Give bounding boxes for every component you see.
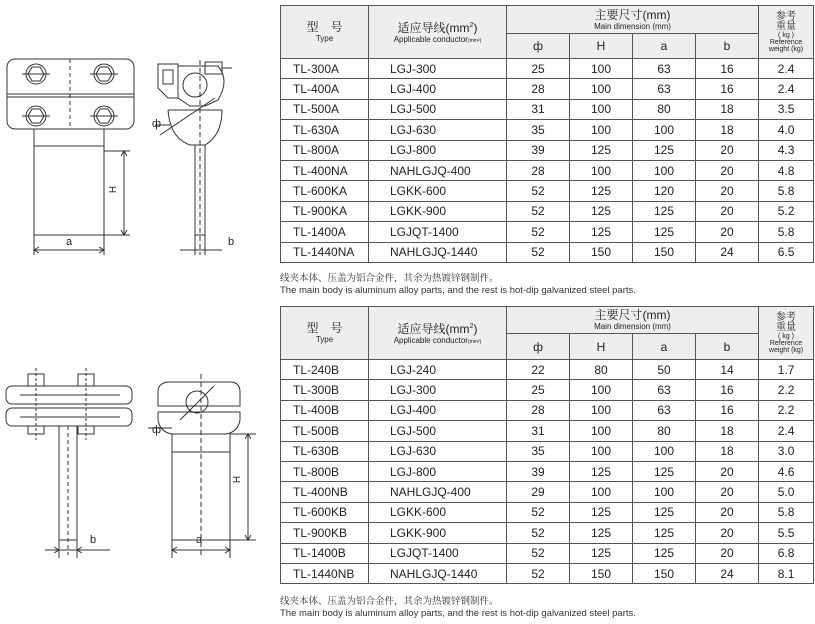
header-b: b: [696, 334, 759, 360]
header-phi: ф: [507, 34, 570, 59]
cell-weight: 2.4: [759, 59, 814, 79]
cell-conductor: LGKK-600: [369, 181, 507, 201]
cell-phi: 25: [507, 59, 570, 79]
note-b: [280, 596, 636, 620]
cell-conductor: LGKK-900: [369, 201, 507, 221]
table-row: [281, 181, 814, 201]
cell-a: 150: [633, 563, 696, 583]
spec-table-b: [280, 306, 814, 584]
header-conductor: 适应导线$(mm^2)$ Applicable conductor(mm²): [369, 307, 507, 360]
cell-phi: 52: [507, 242, 570, 262]
cell-type: TL-600KA: [281, 181, 369, 201]
cell-weight: 6.8: [759, 543, 814, 563]
cell-weight: 2.4: [759, 421, 814, 441]
cell-weight: 6.5: [759, 242, 814, 262]
cell-phi: 35: [507, 120, 570, 140]
cell-conductor: LGJ-300: [369, 59, 507, 79]
cell-type: TL-400NA: [281, 160, 369, 180]
cell-conductor: LGKK-900: [369, 523, 507, 543]
table-row: [281, 441, 814, 461]
header-b: b: [696, 34, 759, 59]
cell-weight: 4.3: [759, 140, 814, 160]
table-b-body: [281, 360, 814, 584]
table-a-body: [281, 59, 814, 263]
cell-conductor: NAHLGJQ-400: [369, 160, 507, 180]
cell-a: 125: [633, 140, 696, 160]
cell-phi: 28: [507, 79, 570, 99]
cell-h: 125: [570, 543, 633, 563]
cell-h: 100: [570, 79, 633, 99]
cell-conductor: LGJ-500: [369, 421, 507, 441]
cell-phi: 29: [507, 482, 570, 502]
header-type: 型 号 Type: [281, 6, 369, 59]
header-h: H: [570, 34, 633, 59]
cell-a: 125: [633, 543, 696, 563]
cell-conductor: LGJ-400: [369, 79, 507, 99]
cell-type: TL-1440NA: [281, 242, 369, 262]
note-b-en: The main body is aluminum alloy parts, and the rest is hot-dip galvanized steel parts.: [280, 608, 636, 619]
cell-type: TL-500B: [281, 421, 369, 441]
note-a-en: The main body is aluminum alloy parts, and the rest is hot-dip galvanized steel parts.: [280, 285, 636, 296]
table-row: [281, 242, 814, 262]
cell-b: 16: [696, 400, 759, 420]
note-a-cn: 线夹本体、压盖为铝合金件，其余为热镀锌钢制件。: [280, 273, 499, 284]
cell-a: 80: [633, 421, 696, 441]
cell-phi: 25: [507, 380, 570, 400]
cell-type: TL-1400B: [281, 543, 369, 563]
cell-conductor: LGJ-800: [369, 140, 507, 160]
header-phi: ф: [507, 334, 570, 360]
cell-b: 20: [696, 140, 759, 160]
cell-b: 18: [696, 441, 759, 461]
cell-weight: 5.8: [759, 502, 814, 522]
cell-type: TL-300A: [281, 59, 369, 79]
cell-a: 120: [633, 181, 696, 201]
cell-conductor: NAHLGJQ-1440: [369, 242, 507, 262]
spec-table-a: [280, 5, 814, 263]
cell-b: 20: [696, 160, 759, 180]
cell-phi: 28: [507, 160, 570, 180]
cell-phi: 52: [507, 563, 570, 583]
cell-phi: 31: [507, 421, 570, 441]
table-row: [281, 201, 814, 221]
cell-type: TL-1400A: [281, 222, 369, 242]
cell-b: 18: [696, 120, 759, 140]
cell-h: 100: [570, 380, 633, 400]
table-row: [281, 79, 814, 99]
cell-h: 150: [570, 242, 633, 262]
table-row: [281, 543, 814, 563]
drawing-a-h-label: H: [108, 185, 120, 194]
table-row: [281, 360, 814, 380]
cell-type: TL-500A: [281, 99, 369, 119]
drawing-type-a: [0, 40, 278, 270]
table-row: [281, 563, 814, 583]
cell-conductor: LGJQT-1400: [369, 222, 507, 242]
cell-type: TL-300B: [281, 380, 369, 400]
cell-weight: 4.0: [759, 120, 814, 140]
cell-h: 100: [570, 99, 633, 119]
cell-b: 20: [696, 201, 759, 221]
header-conductor: 适应导线$(mm^2)$ Applicable conductor(mm²): [369, 6, 507, 59]
cell-a: 63: [633, 380, 696, 400]
table-row: [281, 461, 814, 481]
table-row: [281, 400, 814, 420]
drawing-a-a-label: a: [66, 236, 73, 248]
cell-conductor: LGJ-800: [369, 461, 507, 481]
cell-type: TL-400NB: [281, 482, 369, 502]
cell-a: 100: [633, 160, 696, 180]
cell-type: TL-900KA: [281, 201, 369, 221]
cell-b: 18: [696, 99, 759, 119]
cell-a: 125: [633, 523, 696, 543]
cell-phi: 39: [507, 140, 570, 160]
table-row: [281, 523, 814, 543]
cell-b: 20: [696, 181, 759, 201]
cell-a: 63: [633, 59, 696, 79]
cell-weight: 5.8: [759, 181, 814, 201]
cell-conductor: LGKK-600: [369, 502, 507, 522]
cell-weight: 5.0: [759, 482, 814, 502]
cell-a: 50: [633, 360, 696, 380]
cell-weight: 3.5: [759, 99, 814, 119]
cell-h: 100: [570, 400, 633, 420]
header-a: a: [633, 34, 696, 59]
cell-type: TL-800B: [281, 461, 369, 481]
cell-b: 20: [696, 461, 759, 481]
cell-weight: 5.8: [759, 222, 814, 242]
cell-weight: 1.7: [759, 360, 814, 380]
table-row: [281, 99, 814, 119]
cell-type: TL-800A: [281, 140, 369, 160]
cell-a: 63: [633, 79, 696, 99]
cell-weight: 2.4: [759, 79, 814, 99]
table-row: [281, 140, 814, 160]
cell-phi: 39: [507, 461, 570, 481]
cell-phi: 52: [507, 201, 570, 221]
cell-b: 20: [696, 482, 759, 502]
cell-type: TL-400B: [281, 400, 369, 420]
cell-a: 100: [633, 120, 696, 140]
header-h: H: [570, 334, 633, 360]
cell-h: 125: [570, 140, 633, 160]
table-row: [281, 380, 814, 400]
cell-phi: 52: [507, 222, 570, 242]
table-row: [281, 502, 814, 522]
cell-phi: 28: [507, 400, 570, 420]
cell-h: 100: [570, 59, 633, 79]
cell-weight: 5.2: [759, 201, 814, 221]
cell-b: 20: [696, 222, 759, 242]
cell-conductor: NAHLGJQ-1440: [369, 563, 507, 583]
drawing-b-h-label: H: [232, 475, 244, 484]
cell-h: 125: [570, 201, 633, 221]
header-weight: 参考 重量 ( kg ) Reference weight (kg): [759, 6, 814, 59]
drawing-a-phi-label: ф: [152, 118, 162, 130]
header-main-dimension: 主要尺寸(mm) Main dimension (mm): [507, 6, 759, 34]
cell-a: 125: [633, 222, 696, 242]
cell-type: TL-400A: [281, 79, 369, 99]
cell-phi: 52: [507, 523, 570, 543]
cell-weight: 2.2: [759, 380, 814, 400]
cell-weight: 2.2: [759, 400, 814, 420]
cell-b: 24: [696, 563, 759, 583]
cell-conductor: LGJ-400: [369, 400, 507, 420]
cell-a: 63: [633, 400, 696, 420]
cell-conductor: LGJ-500: [369, 99, 507, 119]
drawing-b-a-label: a: [196, 534, 203, 546]
cell-a: 100: [633, 482, 696, 502]
cell-a: 80: [633, 99, 696, 119]
header-weight: 参考 重量 ( kg ) Reference weight (kg): [759, 307, 814, 360]
cell-type: TL-1440NB: [281, 563, 369, 583]
cell-phi: 22: [507, 360, 570, 380]
cell-h: 100: [570, 421, 633, 441]
note-b-cn: 线夹本体、压盖为铝合金件，其余为热镀锌钢制件。: [280, 596, 499, 607]
header-type: 型 号 Type: [281, 307, 369, 360]
cell-b: 24: [696, 242, 759, 262]
cell-b: 20: [696, 502, 759, 522]
cell-a: 125: [633, 201, 696, 221]
cell-phi: 35: [507, 441, 570, 461]
note-a: [280, 273, 636, 297]
cell-conductor: LGJ-300: [369, 380, 507, 400]
drawing-b-b-label: b: [90, 534, 97, 546]
cell-h: 100: [570, 120, 633, 140]
table-row: [281, 222, 814, 242]
drawing-a-b-label: b: [228, 236, 235, 248]
cell-type: TL-630A: [281, 120, 369, 140]
drawing-b-phi-label: ф: [152, 424, 162, 436]
cell-weight: 4.8: [759, 160, 814, 180]
cell-b: 18: [696, 421, 759, 441]
cell-b: 16: [696, 79, 759, 99]
table-row: [281, 421, 814, 441]
cell-h: 125: [570, 523, 633, 543]
cell-a: 125: [633, 502, 696, 522]
cell-b: 16: [696, 380, 759, 400]
cell-b: 14: [696, 360, 759, 380]
cell-h: 80: [570, 360, 633, 380]
cell-phi: 52: [507, 502, 570, 522]
cell-a: 150: [633, 242, 696, 262]
table-row: [281, 160, 814, 180]
table-row: [281, 59, 814, 79]
header-main-dimension: 主要尺寸(mm) Main dimension (mm): [507, 307, 759, 334]
cell-weight: 3.0: [759, 441, 814, 461]
cell-phi: 31: [507, 99, 570, 119]
drawing-type-b: [0, 360, 278, 570]
cell-type: TL-240B: [281, 360, 369, 380]
cell-h: 125: [570, 222, 633, 242]
cell-b: 20: [696, 543, 759, 563]
cell-phi: 52: [507, 181, 570, 201]
cell-h: 125: [570, 502, 633, 522]
table-row: [281, 482, 814, 502]
header-a: a: [633, 334, 696, 360]
cell-type: TL-900KB: [281, 523, 369, 543]
cell-h: 125: [570, 181, 633, 201]
cell-b: 16: [696, 59, 759, 79]
cell-conductor: LGJQT-1400: [369, 543, 507, 563]
cell-conductor: LGJ-630: [369, 441, 507, 461]
cell-type: TL-630B: [281, 441, 369, 461]
cell-a: 100: [633, 441, 696, 461]
cell-phi: 52: [507, 543, 570, 563]
cell-conductor: LGJ-240: [369, 360, 507, 380]
table-row: [281, 120, 814, 140]
cell-conductor: NAHLGJQ-400: [369, 482, 507, 502]
cell-h: 100: [570, 482, 633, 502]
cell-h: 100: [570, 160, 633, 180]
cell-weight: 8.1: [759, 563, 814, 583]
cell-type: TL-600KB: [281, 502, 369, 522]
cell-weight: 4.6: [759, 461, 814, 481]
cell-a: 125: [633, 461, 696, 481]
cell-conductor: LGJ-630: [369, 120, 507, 140]
cell-b: 20: [696, 523, 759, 543]
cell-h: 125: [570, 461, 633, 481]
cell-h: 100: [570, 441, 633, 461]
cell-weight: 5.5: [759, 523, 814, 543]
cell-h: 150: [570, 563, 633, 583]
